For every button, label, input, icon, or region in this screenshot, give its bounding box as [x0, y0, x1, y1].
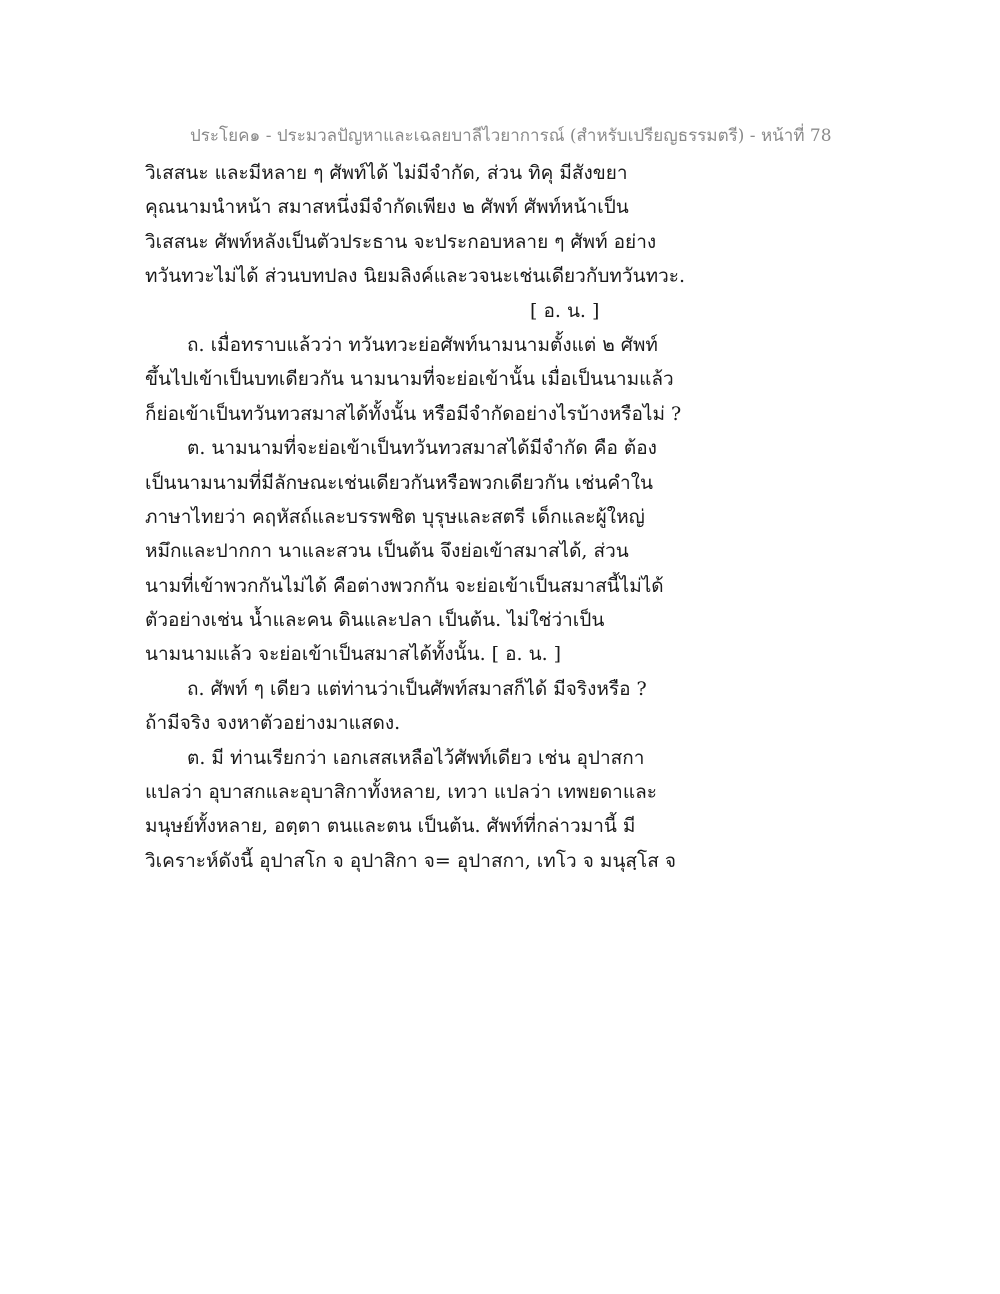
text-line: หมึกและปากกา นาและสวน เป็นต้น จึงย่อเข้าสมาสได้, ส่วน: [145, 540, 629, 563]
text-line: คุณนามนำหน้า สมาสหนึ่งมีจำกัดเพียง ๒ ศัพท์ ศัพท์หน้าเป็น: [145, 196, 629, 219]
text-line: แปลว่า อุบาสกและอุบาสิกาทั้งหลาย, เทวา แปลว่า เทพยดาและ: [145, 781, 657, 804]
body-text: [145, 156, 705, 878]
text-line: วิเสสนะ ศัพท์หลังเป็นตัวประธาน จะประกอบหลาย ๆ ศัพท์ อย่าง: [145, 230, 657, 253]
question-line: ถ. ศัพท์ ๆ เดียว แต่ท่านว่าเป็นศัพท์สมาสก็ได้ มีจริงหรือ ?: [187, 677, 647, 700]
text-line: วิเคราะห์ดังนี้ อุปาสโก จ อุปาสิกา จ= อุปาสกา, เทโว จ มนุสฺโส จ: [145, 849, 676, 872]
text-line: ก็ย่อเข้าเป็นทวันทวสมาสได้ทั้งนั้น หรือมีจำกัดอย่างไรบ้างหรือไม่ ?: [145, 402, 682, 425]
text-line: นามที่เข้าพวกกันไม่ได้ คือต่างพวกกัน จะย่อเข้าเป็นสมาสนี้ไม่ได้: [145, 574, 664, 597]
text-line: ภาษาไทยว่า คฤหัสถ์และบรรพชิต บุรุษและสตรี เด็กและผู้ใหญ่: [145, 505, 645, 528]
answer-line: ต. มี ท่านเรียกว่า เอกเสสเหลือไว้ศัพท์เดียว เช่น อุปาสกา: [187, 746, 645, 769]
text-line: ตัวอย่างเช่น น้ำและคน ดินและปลา เป็นต้น. ไม่ใช่ว่าเป็น: [145, 609, 605, 632]
text-line: ทวันทวะไม่ได้ ส่วนบทปลง นิยมลิงค์และวจนะเช่นเดียวกับทวันทวะ.: [145, 265, 686, 288]
answer-line: ต. นามนามที่จะย่อเข้าเป็นทวันทวสมาสได้มีจำกัด คือ ต้อง: [187, 437, 657, 460]
text-line: นามนามแล้ว จะย่อเข้าเป็นสมาสได้ทั้งนั้น. [ อ. น. ]: [145, 643, 562, 666]
question-line: ถ. เมื่อทราบแล้วว่า ทวันทวะย่อศัพท์นามนามตั้งแต่ ๒ ศัพท์: [187, 333, 658, 356]
text-line: ขึ้นไปเข้าเป็นบทเดียวกัน นามนามที่จะย่อเข้านั้น เมื่อเป็นนามแล้ว: [145, 368, 674, 391]
text-line: เป็นนามนามที่มีลักษณะเช่นเดียวกันหรือพวกเดียวกัน เช่นคำใน: [145, 471, 653, 494]
text-line: วิเสสนะ และมีหลาย ๆ ศัพท์ได้ ไม่มีจำกัด, ส่วน ทิคุ มีสังขยา: [145, 162, 628, 184]
page-header: ประโยค๑ - ประมวลปัญหาและเฉลยบาลีไวยาการณ์ (สำหรับเปรียญธรรมตรี) - หน้าที่ 78: [190, 126, 832, 146]
text-line: ถ้ามีจริง จงหาตัวอย่างมาแสดง.: [145, 712, 401, 735]
citation: [ อ. น. ]: [530, 299, 600, 322]
text-line: มนุษย์ทั้งหลาย, อตฺตา ตนและตน เป็นต้น. ศัพท์ที่กล่าวมานี้ มี: [145, 815, 636, 838]
